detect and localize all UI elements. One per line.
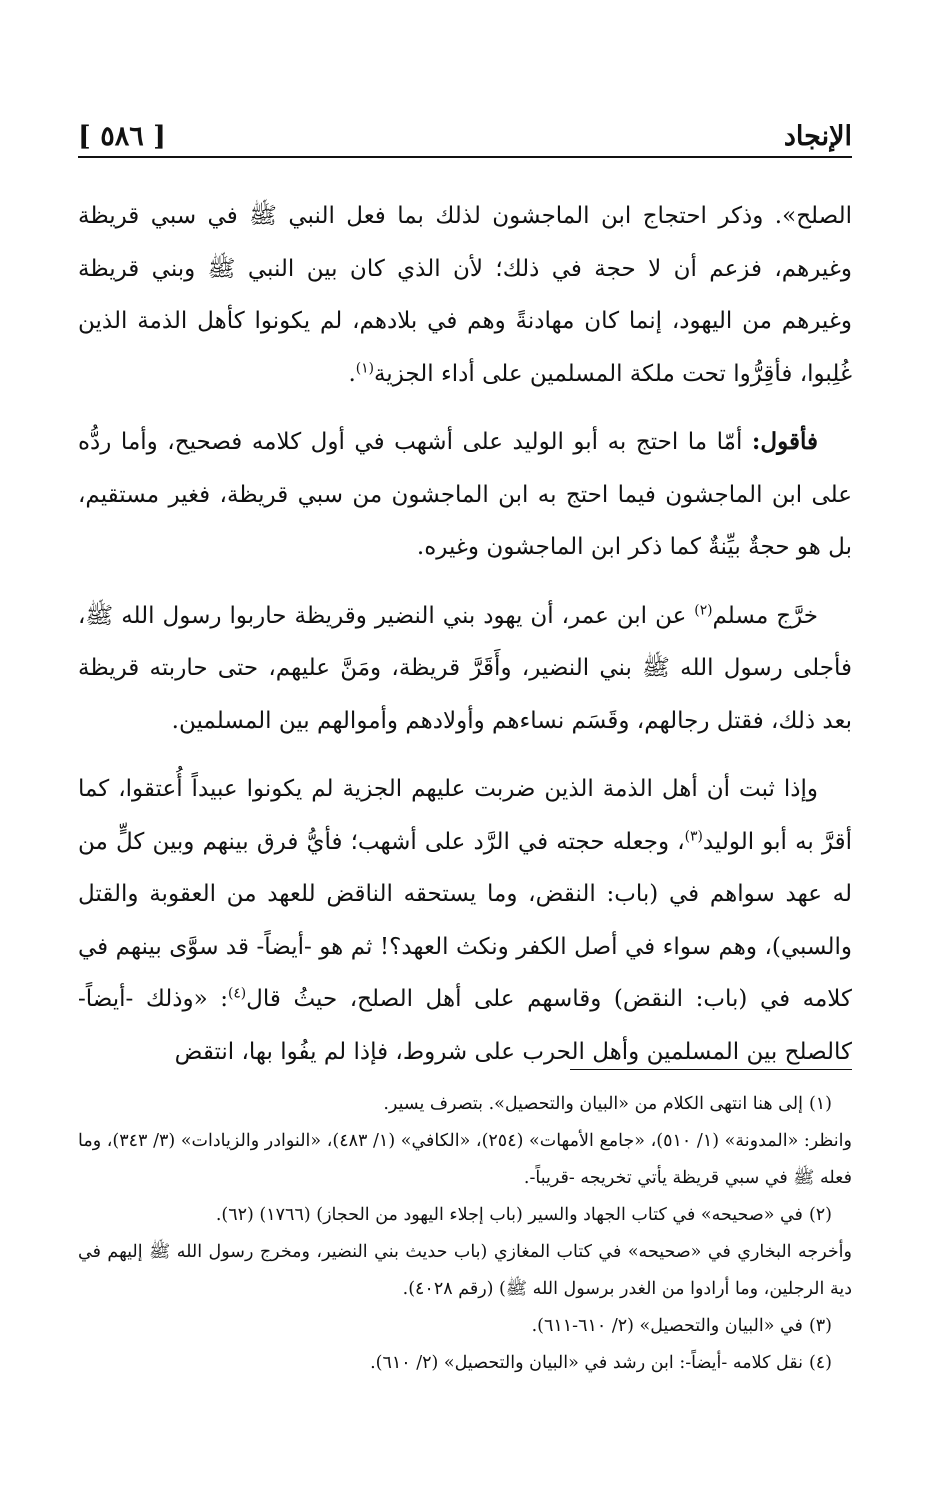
paragraph-4 [78, 763, 852, 1078]
book-page [78, 0, 852, 1489]
paragraph-3-text-b: عن ابن عمر، أن يهود بني النضير وقريظة حاربوا رسول الله ﷺ، فأجلى رسول الله ﷺ بني النضير، وأَقَرَّ قريظة، ومَنَّ عليهم، حتى حاربته قريظة بعد ذلك، فقتل رجالهم، وقَسَم نساءهم وأولادهم وأموالهم بين المسلمين. [78, 602, 852, 734]
paragraph-4-text-a: وإذا ثبت أن أهل الذمة الذين ضربت عليهم الجزية لم يكونوا عبيداً أُعتقوا، كما أقرَّ به أبو الوليد [78, 776, 852, 855]
footnote-ref-1[interactable]: (١) [355, 359, 374, 376]
footnote-4-text: نقل كلامه -أيضاً-: ابن رشد في «البيان والتحصيل» (٢/ ٦١٠). [370, 1353, 803, 1373]
footnote-2-number: (٢) [808, 1205, 832, 1225]
page-number: [ ٥٨٦ ] [78, 121, 166, 152]
header-divider [78, 156, 852, 158]
paragraph-2 [78, 416, 852, 574]
paragraph-1-text: الصلح». وذكر احتجاج ابن الماجشون لذلك بما فعل النبي ﷺ في سبي قريظة وغيرهم، فزعم أن لا حجة في ذلك؛ لأن الذي كان بين النبي ﷺ وبني قريظة وغيرهم من اليهود، إنما كان مهادنةً وهم في بلادهم، لم يكونوا كأهل الذمة الذين غُلِبوا، فأقِرُّوا تحت ملكة المسلمين على أداء الجزية [78, 203, 852, 387]
paragraph-3-text-a: خرَّج مسلم [712, 602, 819, 629]
paragraph-4-text-b: ، وجعله حجته في الرَّد على أشهب؛ فأيُّ فرق بينهم وبين كلٍّ من له عهد سواهم في (باب: النقض، وما يستحقه الناقض للعهد من العقوبة والقتل والسبي)، وهم سواء في أصل الكفر ونكث العهد؟! ثم هو -أيضاً- قد سوَّى بينهم في كلامه في (باب: النقض) وقاسهم على أهل الصلح، حيثُ قال [78, 828, 852, 1012]
paragraph-4-text-c: : «وذلك -أيضاً- كالصلح بين المسلمين وأهل الحرب على شروط، فإذا لم يفُوا بها، انتقض [78, 986, 852, 1065]
footnote-4-number: (٤) [808, 1353, 832, 1373]
footnote-ref-3[interactable]: (٣) [684, 827, 703, 844]
paragraph-2-lead: فأقول: [751, 428, 818, 455]
footnote-2 [78, 1197, 852, 1234]
paragraph-3 [78, 590, 852, 748]
footnote-1-text: إلى هنا انتهى الكلام من «البيان والتحصيل». بتصرف يسير. [383, 1094, 803, 1114]
footnote-3 [78, 1308, 852, 1345]
footnote-1 [78, 1086, 852, 1123]
paragraph-2-text: أمّا ما احتج به أبو الوليد على أشهب في أول كلامه فصحيح، وأما ردُّه على ابن الماجشون فيما احتج به ابن الماجشون من سبي قريظة، فغير مستقيم، بل هو حجةٌ بيِّنةٌ كما ذكر ابن الماجشون وغيره. [78, 429, 852, 560]
footnote-1-continuation: وانظر: «المدونة» (١/ ٥١٠)، «جامع الأمهات» (٢٥٤)، «الكافي» (١/ ٤٨٣)، «النوادر والزيادات» (٣/ ٣٤٣)، وما فعله ﷺ في سبي قريظة يأتي تخريجه -قريباً-. [78, 1131, 852, 1188]
paragraph-1 [78, 190, 852, 400]
footnote-ref-2[interactable]: (٢) [694, 601, 713, 618]
footnote-1-number: (١) [808, 1094, 832, 1114]
footnote-2-text: في «صحيحه» في كتاب الجهاد والسير (باب إجلاء اليهود من الحجاز) (١٧٦٦) (٦٢). [215, 1205, 803, 1225]
footnote-4 [78, 1345, 852, 1382]
page-header [78, 112, 852, 154]
footnote-3-number: (٣) [808, 1316, 832, 1336]
running-title: الإنجاد [783, 121, 852, 152]
paragraph-1-end: . [348, 360, 356, 387]
footnotes [78, 1086, 852, 1382]
footnote-3-text: في «البيان والتحصيل» (٢/ ٦١٠-٦١١). [531, 1316, 803, 1336]
footnote-2-continuation: وأخرجه البخاري في «صحيحه» في كتاب المغازي (باب حديث بني النضير، ومخرج رسول الله ﷺ إليهم في دية الرجلين، وما أرادوا من الغدر برسول الله ﷺ) (رقم ٤٠٢٨). [78, 1242, 852, 1299]
footnote-divider [570, 1069, 852, 1070]
main-text [78, 190, 852, 1094]
footnote-ref-4[interactable]: (٤) [227, 985, 247, 1002]
